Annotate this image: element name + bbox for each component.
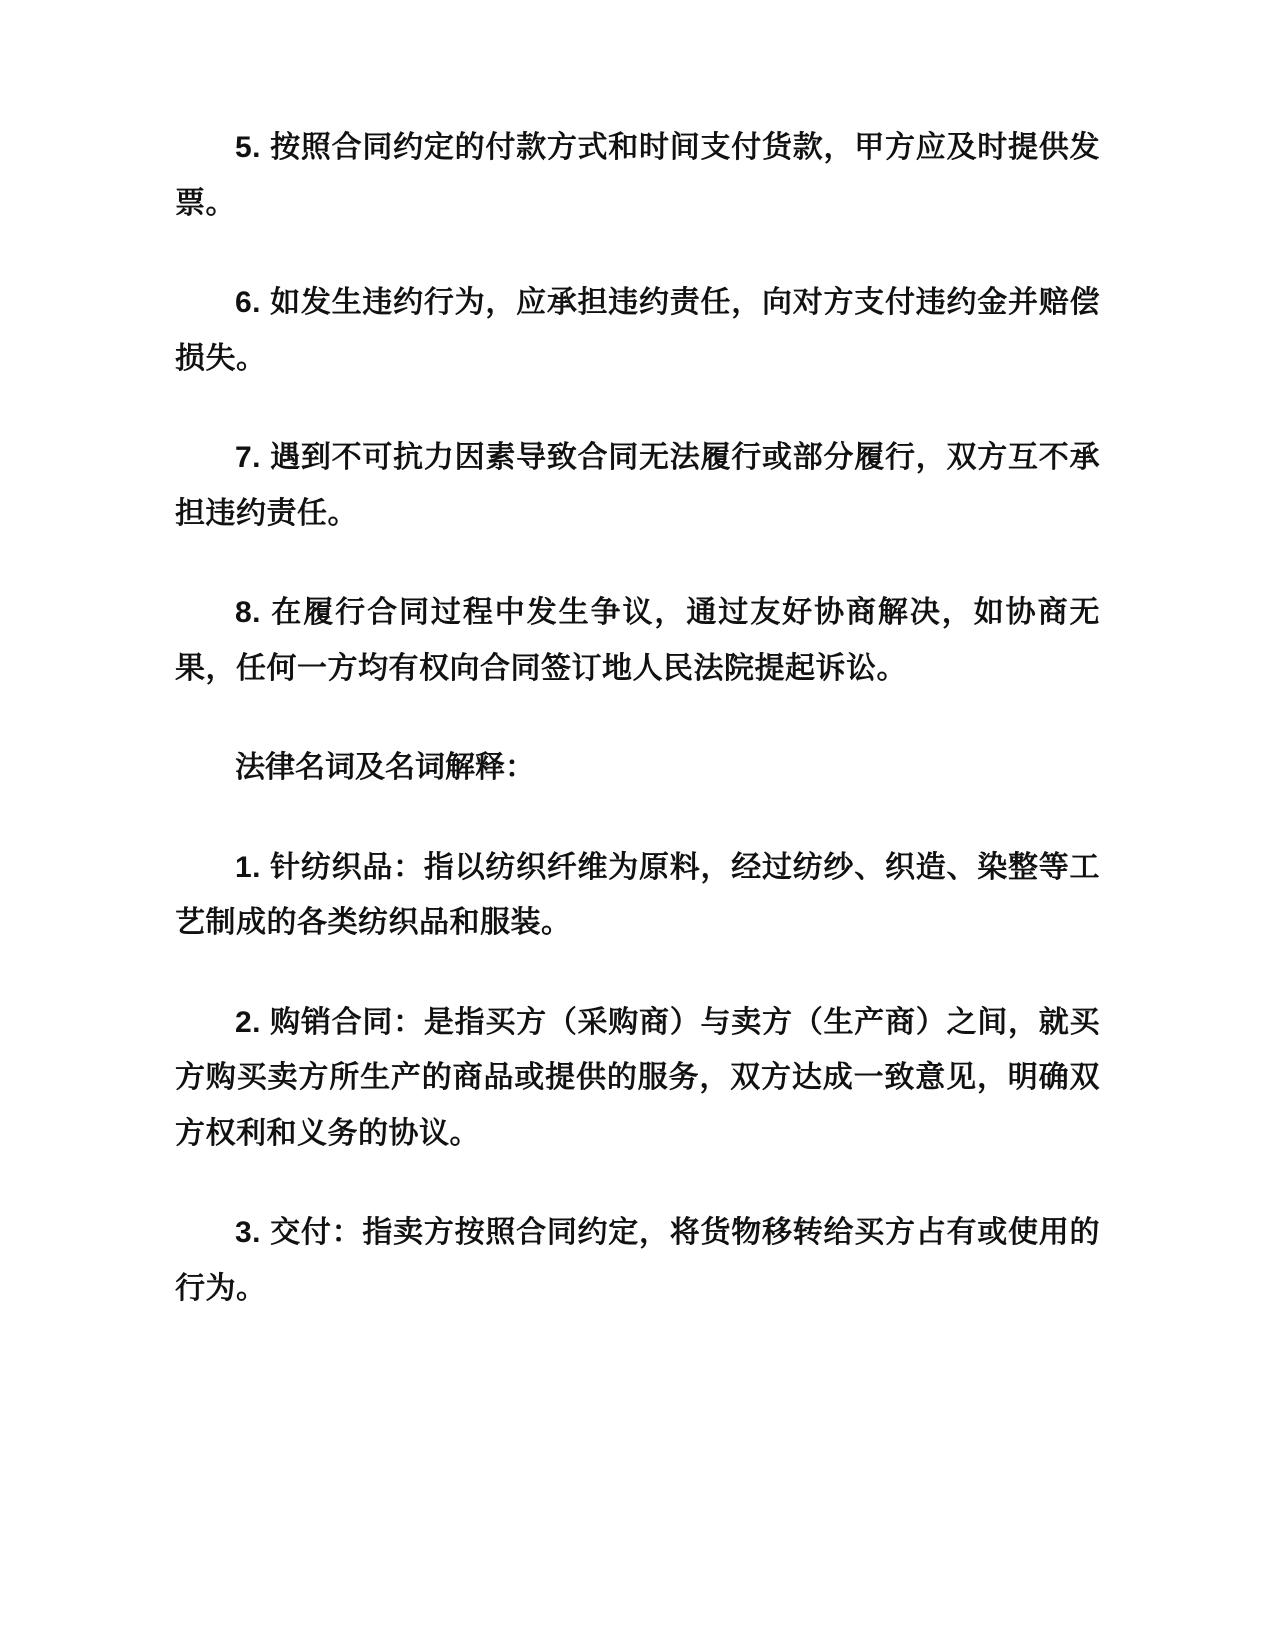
paragraph-clause-6: 6. 如发生违约行为，应承担违约责任，向对方支付违约金并赔偿损失。 (175, 286, 1100, 375)
document-body (175, 120, 1100, 1316)
paragraph-term-2: 2. 购销合同：是指买方（采购商）与卖方（生产商）之间，就买方购买卖方所生产的商品或提供的服务，双方达成一致意见，明确双方权利和义务的协议。 (175, 1005, 1100, 1150)
paragraph-clause-7: 7. 遇到不可抗力因素导致合同无法履行或部分履行，双方互不承担违约责任。 (175, 441, 1100, 530)
paragraph-clause-8: 8. 在履行合同过程中发生争议，通过友好协商解决，如协商无果，任何一方均有权向合同签订地人民法院提起诉讼。 (175, 596, 1100, 685)
paragraph-clause-5: 5. 按照合同约定的付款方式和时间支付货款，甲方应及时提供发票。 (175, 131, 1100, 220)
section-heading-legal-terms: 法律名词及名词解释： (235, 751, 535, 784)
paragraph-term-3: 3. 交付：指卖方按照合同约定，将货物移转给买方占有或使用的行为。 (175, 1216, 1100, 1305)
paragraph-term-1: 1. 针纺织品：指以纺织纤维为原料，经过纺纱、织造、染整等工艺制成的各类纺织品和服装。 (175, 850, 1100, 939)
